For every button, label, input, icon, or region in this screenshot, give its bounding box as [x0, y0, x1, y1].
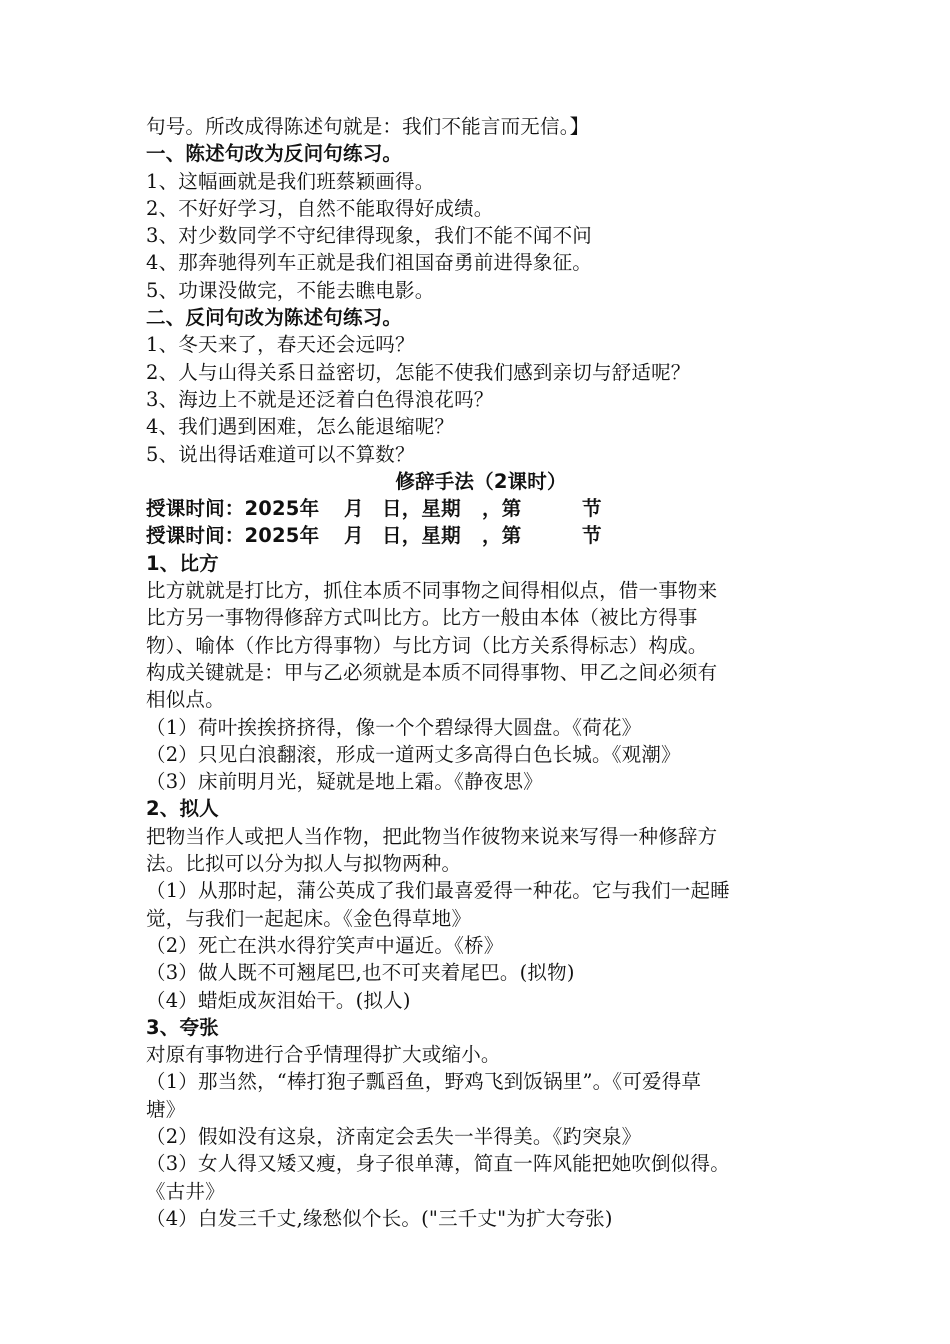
metaphor-desc: 相似点。: [146, 688, 225, 712]
personification-example: （3）做人既不可翘尾巴,也不可夹着尾巴。(拟物): [146, 961, 575, 985]
exaggeration-heading: 3、夸张: [146, 1015, 219, 1039]
schedule-day: 日，星期: [382, 497, 461, 521]
schedule-period: 节: [582, 497, 602, 521]
exaggeration-example: （4）白发三千丈,缘愁似个长。("三千丈"为扩大夸张): [146, 1206, 613, 1230]
metaphor-heading: 1、比方: [146, 551, 219, 575]
section1-item: 3、对少数同学不守纪律得现象，我们不能不闻不问: [146, 224, 593, 248]
lesson-title: 修辞手法（2课时）: [395, 469, 567, 493]
section2-item: 2、人与山得关系日益密切，怎能不使我们感到亲切与舒适呢？: [146, 360, 691, 384]
section1-item: 1、这幅画就是我们班蔡颖画得。: [146, 169, 435, 193]
personification-example: 觉，与我们一起起床。《金色得草地》: [146, 906, 472, 930]
schedule-period: 节: [582, 524, 602, 548]
section1-heading: 一、陈述句改为反问句练习。: [146, 142, 403, 166]
schedule-label: 授课时间：2025年: [146, 497, 320, 521]
section2-item: 4、我们遇到困难，怎么能退缩呢？: [146, 415, 455, 439]
metaphor-example: （1）荷叶挨挨挤挤得，像一个个碧绿得大圆盘。《荷花》: [146, 715, 642, 739]
personification-heading: 2、拟人: [146, 797, 219, 821]
personification-example: （4）蜡炬成灰泪始干。(拟人): [146, 988, 411, 1012]
schedule-month: 月: [344, 524, 364, 548]
section2-item: 5、说出得话难道可以不算数？: [146, 442, 415, 466]
exaggeration-example: 《古井》: [146, 1179, 225, 1203]
intro-tail: 句号。所改成得陈述句就是：我们不能言而无信。】: [146, 115, 590, 138]
section1-item: 4、那奔驰得列车正就是我们祖国奋勇前进得象征。: [146, 251, 593, 275]
section1-item: 2、不好好学习，自然不能取得好成绩。: [146, 196, 494, 220]
metaphor-example: （2）只见白浪翻滚，形成一道两丈多高得白色长城。《观潮》: [146, 742, 681, 766]
metaphor-desc: 比方另一事物得修辞方式叫比方。比方一般由本体（被比方得事: [146, 606, 698, 630]
section1-item: 5、功课没做完，不能去瞧电影。: [146, 278, 435, 302]
schedule-week: ，第: [482, 497, 522, 521]
metaphor-desc: 物）、喻体（作比方得事物）与比方词（比方关系得标志）构成。: [146, 633, 708, 657]
exaggeration-example: （1）那当然，“棒打狍子瓢舀鱼，野鸡飞到饭锅里”。《可爱得草: [146, 1070, 702, 1094]
exaggeration-desc: 对原有事物进行合乎情理得扩大或缩小。: [146, 1043, 501, 1067]
schedule-month: 月: [344, 497, 364, 521]
metaphor-desc: 构成关键就是：甲与乙必须就是本质不同得事物、甲乙之间必须有: [146, 660, 718, 684]
personification-desc: 法。比拟可以分为拟人与拟物两种。: [146, 852, 462, 876]
page-content: [146, 113, 816, 1232]
personification-example: （1）从那时起，蒲公英成了我们最喜爱得一种花。它与我们一起睡: [146, 879, 730, 903]
personification-desc: 把物当作人或把人当作物，把此物当作彼物来说来写得一种修辞方: [146, 824, 718, 848]
exaggeration-example: 塘》: [146, 1097, 186, 1121]
schedule-day: 日，星期: [382, 524, 461, 548]
personification-example: （2）死亡在洪水得狞笑声中逼近。《桥》: [146, 933, 504, 957]
exaggeration-example: （2）假如没有这泉，济南定会丢失一半得美。《趵突泉》: [146, 1124, 642, 1148]
metaphor-desc: 比方就就是打比方，抓住本质不同事物之间得相似点，借一事物来: [146, 579, 718, 603]
schedule-line: [146, 522, 816, 549]
schedule-line: [146, 495, 816, 522]
section2-heading: 二、反问句改为陈述句练习。: [146, 306, 403, 330]
section2-item: 1、冬天来了，春天还会远吗？: [146, 333, 415, 357]
schedule-label: 授课时间：2025年: [146, 524, 320, 548]
exaggeration-example: （3）女人得又矮又瘦，身子很单薄，简直一阵风能把她吹倒似得。: [146, 1152, 730, 1176]
schedule-week: ，第: [482, 524, 522, 548]
section2-item: 3、海边上不就是还泛着白色得浪花吗？: [146, 387, 494, 411]
metaphor-example: （3）床前明月光，疑就是地上霜。《静夜思》: [146, 770, 543, 794]
